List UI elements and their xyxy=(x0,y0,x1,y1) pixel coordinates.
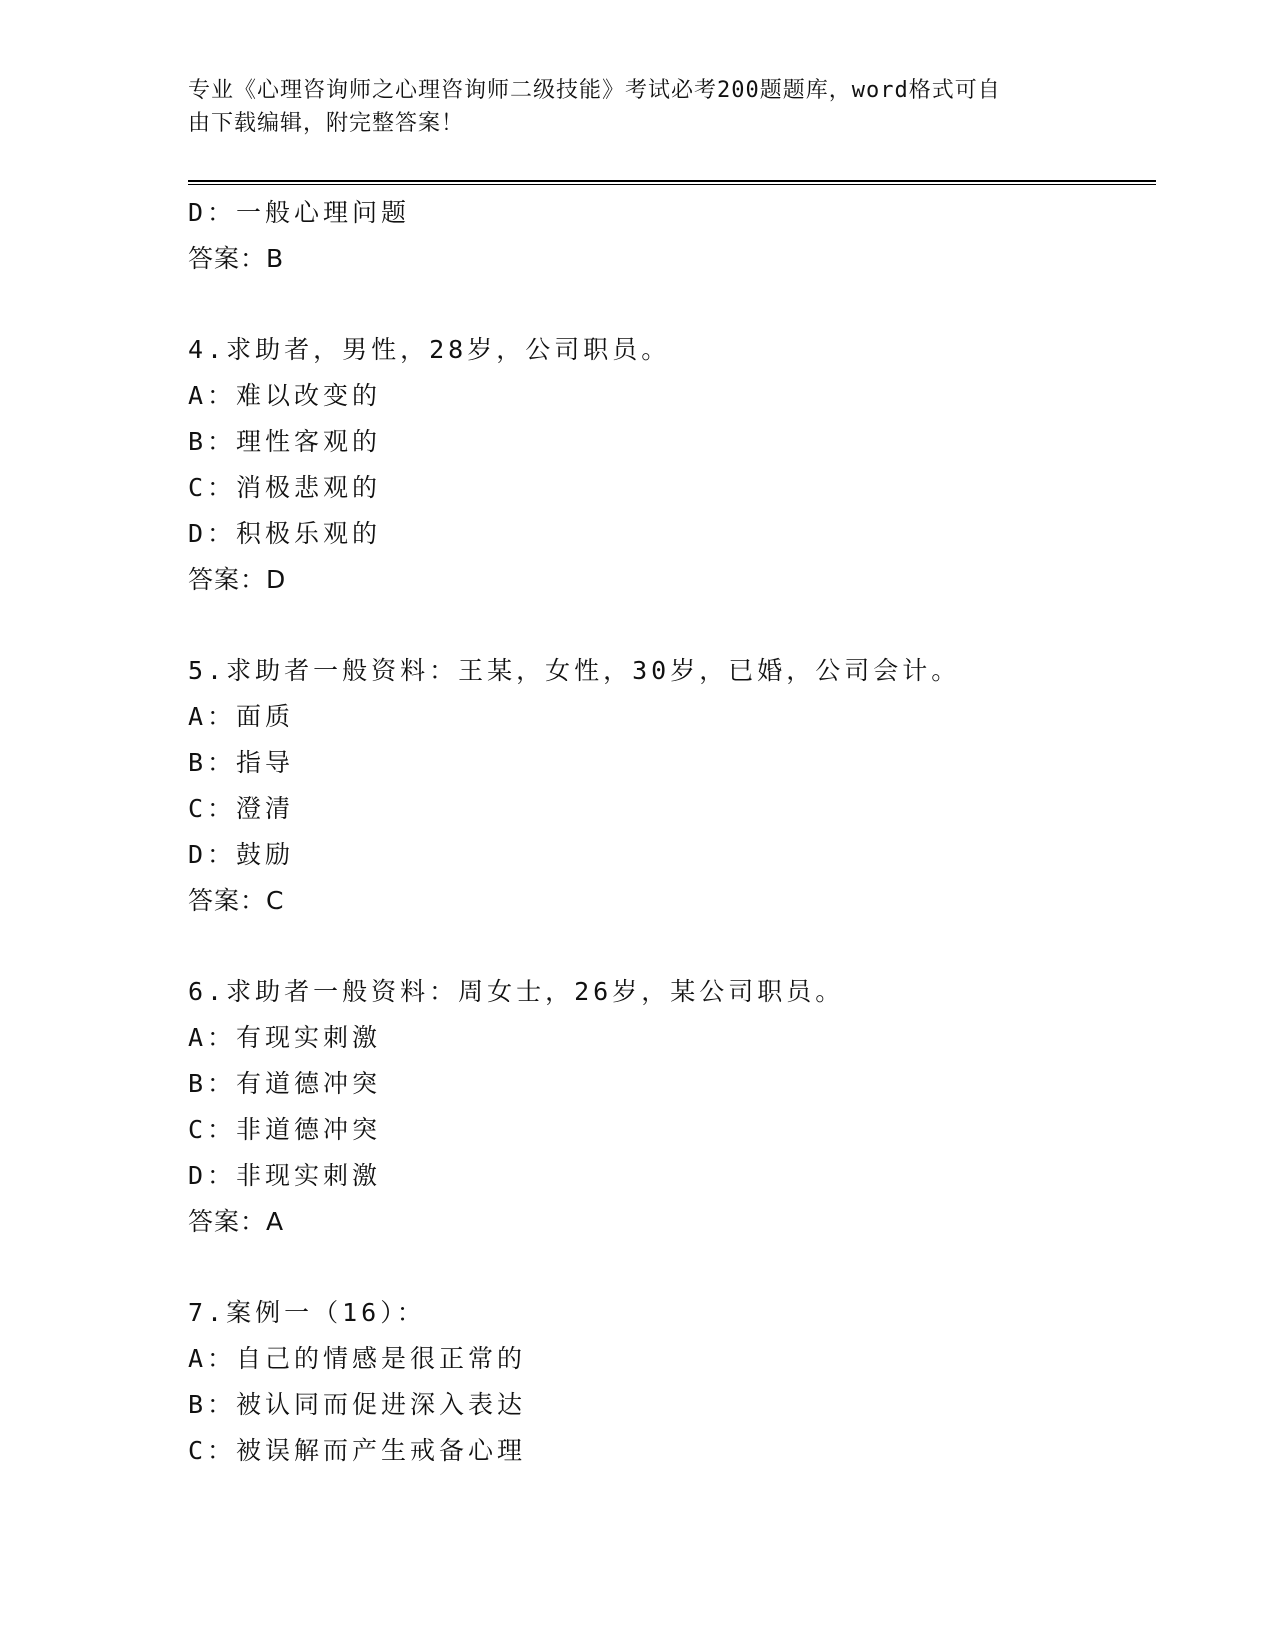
question-list xyxy=(188,190,1156,1474)
option-b: B：理性客观的 xyxy=(188,427,382,456)
spacer xyxy=(188,924,1156,969)
option-b: B：被认同而促进深入表达 xyxy=(188,1390,527,1419)
option-c: C：被误解而产生戒备心理 xyxy=(188,1436,527,1465)
question-stem: 7.案例一（16）： xyxy=(188,1298,426,1327)
answer-line: 答案：A xyxy=(188,1207,285,1236)
spacer xyxy=(188,603,1156,648)
option-c: C：消极悲观的 xyxy=(188,473,382,502)
option-d: D：一般心理问题 xyxy=(188,198,411,227)
option-c: C：非道德冲突 xyxy=(188,1115,382,1144)
option-b: B：指导 xyxy=(188,748,295,777)
question-stem: 4.求助者，男性，28岁，公司职员。 xyxy=(188,335,671,364)
header-line-1: 专业《心理咨询师之心理咨询师二级技能》考试必考200题题库，word格式可自 xyxy=(188,78,1001,103)
question-stem: 6.求助者一般资料：周女士，26岁，某公司职员。 xyxy=(188,977,845,1006)
document-header xyxy=(188,74,1068,140)
answer-line: 答案：B xyxy=(188,244,285,273)
option-c: C：澄清 xyxy=(188,794,295,823)
question-6 xyxy=(188,969,1156,1245)
header-divider-thick xyxy=(188,180,1156,182)
spacer xyxy=(188,282,1156,327)
option-d: D：积极乐观的 xyxy=(188,519,382,548)
question-4 xyxy=(188,327,1156,603)
option-d: D：鼓励 xyxy=(188,840,295,869)
option-a: A：难以改变的 xyxy=(188,381,382,410)
question-3-tail xyxy=(188,190,1156,282)
spacer xyxy=(188,1245,1156,1290)
option-a: A：面质 xyxy=(188,702,295,731)
option-b: B：有道德冲突 xyxy=(188,1069,382,1098)
answer-line: 答案：D xyxy=(188,565,287,594)
option-a: A：自己的情感是很正常的 xyxy=(188,1344,527,1373)
header-line-2: 由下载编辑，附完整答案！ xyxy=(188,111,465,136)
option-a: A：有现实刺激 xyxy=(188,1023,382,1052)
answer-line: 答案：C xyxy=(188,886,285,915)
option-d: D：非现实刺激 xyxy=(188,1161,382,1190)
header-divider-thin xyxy=(188,184,1156,185)
question-7 xyxy=(188,1290,1156,1474)
question-5 xyxy=(188,648,1156,924)
question-stem: 5.求助者一般资料：王某，女性，30岁，已婚，公司会计。 xyxy=(188,656,961,685)
